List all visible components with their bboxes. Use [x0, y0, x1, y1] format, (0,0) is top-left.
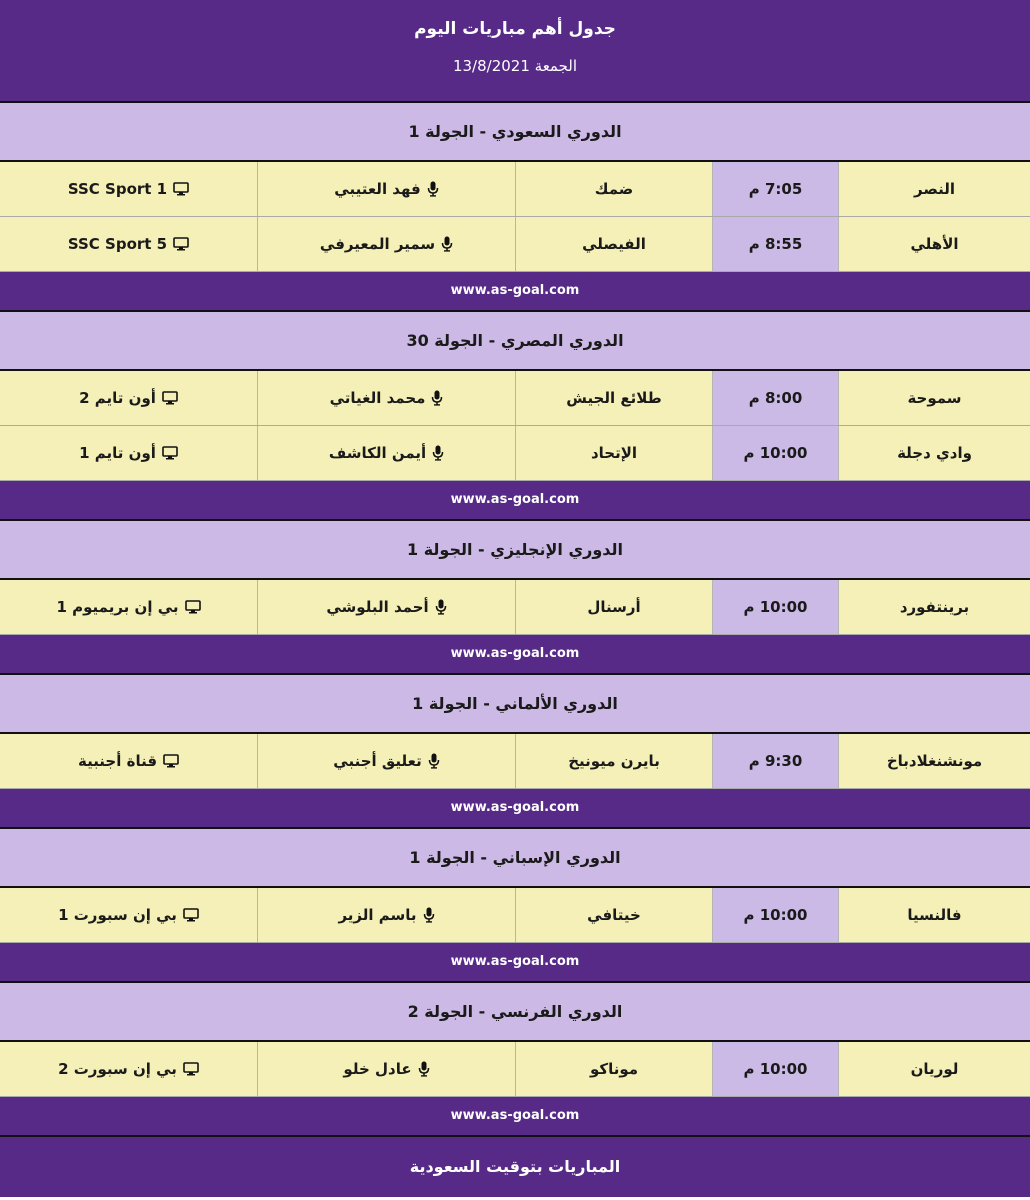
match-time: 10:00 م — [712, 426, 838, 480]
match-time: 10:00 م — [712, 1042, 838, 1096]
league-header: الدوري الإنجليزي - الجولة 1 — [0, 521, 1030, 580]
channel-name: بي إن سبورت 1 — [58, 906, 177, 924]
channel-name: أون تايم 2 — [79, 389, 156, 407]
site-link[interactable]: www.as-goal.com — [0, 789, 1030, 829]
commentator-cell — [257, 217, 515, 271]
channel-cell — [0, 217, 257, 271]
site-link[interactable]: www.as-goal.com — [0, 635, 1030, 675]
commentator-name: سمير المعيرفي — [319, 235, 436, 253]
channel-name: بي إن سبورت 2 — [58, 1060, 177, 1078]
match-row — [0, 426, 1030, 481]
microphone-icon — [435, 599, 447, 615]
commentator-name: فهد العتيبي — [334, 180, 421, 198]
microphone-icon — [431, 390, 443, 406]
page-date: الجمعة 13/8/2021 — [452, 57, 578, 75]
home-team: برينتفورد — [838, 580, 1030, 634]
channel-name: قناة أجنبية — [77, 752, 158, 770]
league-header: الدوري المصري - الجولة 30 — [0, 312, 1030, 371]
channel-cell — [0, 580, 257, 634]
away-team: الإتحاد — [515, 426, 712, 480]
league-header: الدوري الفرنسي - الجولة 2 — [0, 983, 1030, 1042]
home-team: مونشنغلادباخ — [838, 734, 1030, 788]
away-team: ضمك — [515, 162, 712, 216]
match-time: 10:00 م — [712, 580, 838, 634]
channel-cell — [0, 162, 257, 216]
channel-name: SSC Sport 5 — [67, 235, 168, 253]
commentator-cell — [257, 580, 515, 634]
microphone-icon — [428, 753, 440, 769]
match-row — [0, 371, 1030, 426]
commentator-cell — [257, 888, 515, 942]
home-team: الأهلي — [838, 217, 1030, 271]
microphone-icon — [418, 1061, 430, 1077]
match-row — [0, 217, 1030, 272]
league-header: الدوري السعودي - الجولة 1 — [0, 103, 1030, 162]
match-time: 7:05 م — [712, 162, 838, 216]
commentator-name: محمد الغياتي — [329, 389, 426, 407]
match-time: 10:00 م — [712, 888, 838, 942]
page-title: جدول أهم مباريات اليوم — [414, 19, 616, 39]
home-team: سموحة — [838, 371, 1030, 425]
commentator-cell — [257, 162, 515, 216]
microphone-icon — [423, 907, 435, 923]
home-team: فالنسيا — [838, 888, 1030, 942]
away-team: أرسنال — [515, 580, 712, 634]
microphone-icon — [441, 236, 453, 252]
commentator-name: تعليق أجنبي — [333, 752, 422, 770]
tv-icon — [163, 754, 179, 768]
home-team: وادي دجلة — [838, 426, 1030, 480]
match-row — [0, 1042, 1030, 1097]
tv-icon — [183, 908, 199, 922]
match-row — [0, 734, 1030, 789]
channel-cell — [0, 371, 257, 425]
commentator-name: أيمن الكاشف — [328, 444, 427, 462]
commentator-cell — [257, 371, 515, 425]
match-time: 9:30 م — [712, 734, 838, 788]
commentator-cell — [257, 1042, 515, 1096]
match-row — [0, 162, 1030, 217]
commentator-name: باسم الزير — [338, 906, 417, 924]
site-link[interactable]: www.as-goal.com — [0, 1097, 1030, 1137]
away-team: موناكو — [515, 1042, 712, 1096]
tv-icon — [162, 446, 178, 460]
tv-icon — [173, 237, 189, 251]
league-sections — [0, 103, 1030, 1137]
tv-icon — [185, 600, 201, 614]
tv-icon — [162, 391, 178, 405]
commentator-name: عادل خلو — [343, 1060, 412, 1078]
channel-cell — [0, 426, 257, 480]
match-time: 8:00 م — [712, 371, 838, 425]
site-link[interactable]: www.as-goal.com — [0, 943, 1030, 983]
commentator-cell — [257, 734, 515, 788]
channel-cell — [0, 888, 257, 942]
home-team: لوريان — [838, 1042, 1030, 1096]
tv-icon — [183, 1062, 199, 1076]
away-team: خيتافي — [515, 888, 712, 942]
match-row — [0, 888, 1030, 943]
away-team: الفيصلي — [515, 217, 712, 271]
channel-cell — [0, 1042, 257, 1096]
home-team: النصر — [838, 162, 1030, 216]
league-header: الدوري الألماني - الجولة 1 — [0, 675, 1030, 734]
tv-icon — [173, 182, 189, 196]
away-team: بايرن ميونيخ — [515, 734, 712, 788]
site-link[interactable]: www.as-goal.com — [0, 272, 1030, 312]
away-team: طلائع الجيش — [515, 371, 712, 425]
timezone-footer: المباريات بتوقيت السعودية — [0, 1137, 1030, 1197]
site-link[interactable]: www.as-goal.com — [0, 481, 1030, 521]
commentator-cell — [257, 426, 515, 480]
channel-cell — [0, 734, 257, 788]
channel-name: SSC Sport 1 — [67, 180, 168, 198]
commentator-name: أحمد البلوشي — [326, 598, 429, 616]
page-header — [0, 0, 1030, 103]
match-time: 8:55 م — [712, 217, 838, 271]
match-row — [0, 580, 1030, 635]
microphone-icon — [432, 445, 444, 461]
league-header: الدوري الإسباني - الجولة 1 — [0, 829, 1030, 888]
microphone-icon — [427, 181, 439, 197]
channel-name: أون تايم 1 — [79, 444, 156, 462]
channel-name: بي إن بريميوم 1 — [56, 598, 179, 616]
